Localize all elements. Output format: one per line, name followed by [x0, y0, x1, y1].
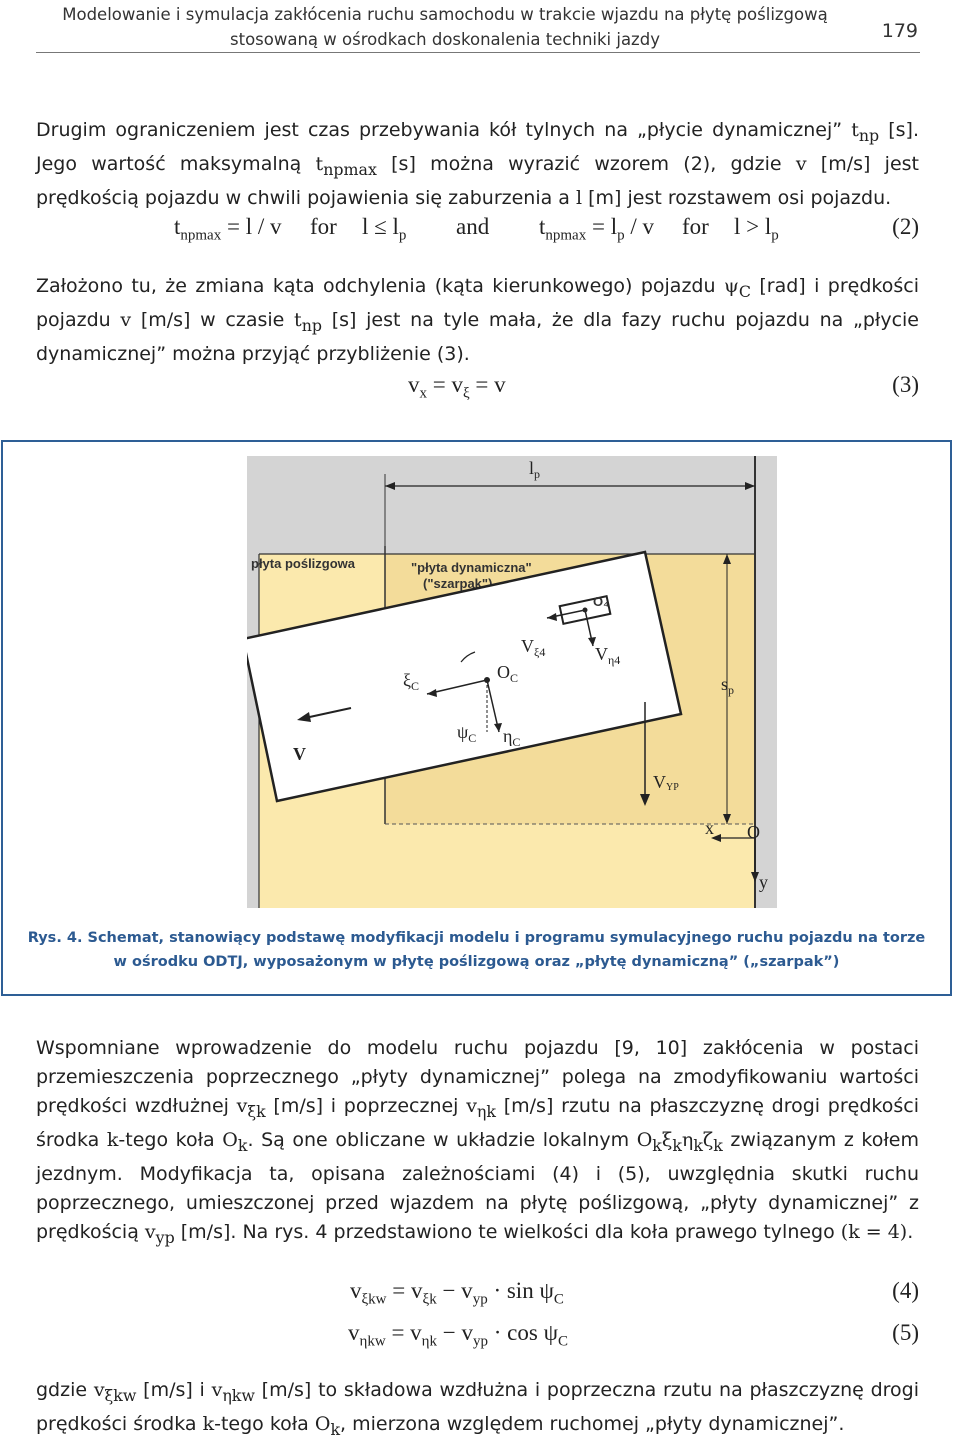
- p2-text-b: [rad] i prędkości pojazdu: [36, 275, 919, 331]
- label-Oc: $O_C$: [497, 662, 519, 685]
- p3-sub-etak: ηk: [476, 1101, 496, 1121]
- equation-2: [36, 214, 919, 248]
- eq2-left: $t_{npmax} = l / v$: [174, 214, 282, 244]
- p1-sym-v: v: [795, 152, 807, 175]
- p1-text-c: [s] można wyrazić wzorem (2), gdzie: [376, 152, 796, 175]
- p2-text-a: Założono tu, że zmiana kąta odchylenia (kąta kierunkowego) pojazdu: [36, 275, 724, 297]
- p2-sub-np: np: [301, 315, 323, 335]
- label-x: x: [705, 818, 714, 838]
- p3-sym-vyp: v: [144, 1220, 156, 1243]
- caption-line2: w ośrodku ODTJ, wyposażonym w płytę poślizgową oraz „płytę dynamiczną” („szarpak”): [113, 954, 840, 970]
- p1-sym-l: l: [576, 186, 583, 209]
- p4-sub-k: k: [330, 1419, 341, 1439]
- caption-line1: Rys. 4. Schemat, stanowiący podstawę modyfikacji modelu i programu symulacyjnego ruchu pojazdu na torze: [27, 930, 926, 946]
- eq4-body: $v_{\xi kw} = v_{\xi k} - v_{yp} \cdot \sin \psi_C$: [350, 1278, 564, 1308]
- label-etac: $\eta_C$: [503, 726, 521, 749]
- running-header-line1: Modelowanie i symulacja zakłócenia ruchu samochodu w trakcie wjazdu na płytę poślizgową: [62, 5, 828, 24]
- p1-text-d: [m/s] jest prędkością pojazdu w chwili pojawienia się zaburzenia a: [36, 152, 919, 209]
- p3-text-e: . Są one obliczane w układzie lokalnym: [247, 1128, 637, 1151]
- figure-4: [1, 440, 952, 996]
- p4-text-d: -tego koła: [214, 1412, 315, 1435]
- label-xic: $\xi_C$: [403, 670, 420, 693]
- label-O4: O₄: [593, 594, 610, 609]
- p3-sub-yp: yp: [155, 1227, 175, 1247]
- eq3-body: $v_x = v_\xi = v$: [408, 372, 506, 402]
- p3-sub-k2: k: [652, 1135, 662, 1155]
- p4-sym-v1: v: [93, 1379, 105, 1401]
- header-rule: [36, 52, 920, 53]
- label-veta4: $V_{\eta 4}$: [595, 644, 621, 667]
- p3-sym-eta: η: [681, 1128, 694, 1151]
- label-Vyp: VYP: [653, 772, 679, 793]
- label-skid-plate: płyta poślizgowa: [251, 556, 356, 571]
- paragraph-2: [36, 272, 919, 369]
- p1-text-b: [s]. Jego wartość maksymalną: [36, 119, 919, 175]
- p4-sym-k: k: [202, 1412, 215, 1435]
- p3-sym-v1: v: [236, 1095, 248, 1117]
- p3-sub-k4: k: [693, 1135, 703, 1155]
- paragraph-4: [36, 1376, 919, 1444]
- p2-text-d: [s] jest na tyle mała, że dla fazy ruchu pojazdu na „płycie dynamicznej” można przyjąć przybliżenie (3).: [36, 308, 919, 365]
- p2-sym-v: v: [120, 308, 132, 331]
- figure-diagram: [247, 456, 777, 908]
- p2-sym-t: t: [294, 308, 302, 331]
- p3-sym-zeta: ζ: [702, 1128, 714, 1151]
- p4-sub-etakw: ηkw: [222, 1385, 255, 1405]
- p1-sym-t: t: [851, 119, 859, 141]
- label-dynamic-plate-1: "płyta dynamiczna": [411, 560, 532, 575]
- eq2-right: $t_{npmax} = l_p / v$: [539, 214, 654, 244]
- page-number: 179: [881, 20, 918, 42]
- p3-text-d: -tego koła: [118, 1128, 223, 1151]
- label-O: O: [747, 822, 760, 842]
- running-header: [60, 2, 830, 52]
- p3-sub-k5: k: [713, 1135, 723, 1155]
- p3-sym-k: k: [106, 1128, 119, 1151]
- eq2-for1: for: [310, 214, 337, 239]
- eq2-and: and: [456, 214, 490, 239]
- p4-sym-O: O: [314, 1412, 331, 1435]
- running-header-line2: stosowaną w ośrodkach doskonalenia techniki jazdy: [230, 30, 660, 49]
- p3-sym-O2: O: [636, 1128, 653, 1151]
- p1-sub-npmax: npmax: [323, 159, 377, 179]
- paragraph-3: [36, 1034, 919, 1251]
- eq4-number: (4): [892, 1278, 919, 1303]
- p3-sub-k: k: [237, 1135, 248, 1155]
- label-y: y: [759, 872, 768, 892]
- p3-text-f: związanym z kołem jezdnym. Modyfikacja ta, opisana zależnościami (4) i (5), uwzględnia skutki ruchu poprzecznego, umieszczonej przed wjazdem na płytę poślizgową, „płyty dynamicznej” z prędkością: [36, 1128, 919, 1243]
- p4-sym-v2: v: [211, 1379, 223, 1401]
- p3-text-c: [m/s] rzutu na płaszczyznę drogi prędkości środka: [36, 1095, 919, 1151]
- p3-text-g: [m/s]. Na rys. 4 przedstawiono te wielkości dla koła prawego tylnego: [174, 1220, 841, 1243]
- equation-3: [36, 372, 919, 406]
- p4-text-b: [m/s] i: [136, 1379, 212, 1401]
- label-vxi4: $V_{\xi 4}$: [521, 636, 546, 659]
- label-dynamic-plate-2: ("szarpak"): [423, 576, 493, 591]
- p3-k4: (k = 4): [840, 1220, 908, 1243]
- p2-sub-c: C: [738, 281, 751, 301]
- p3-sym-O: O: [222, 1128, 238, 1151]
- label-lp: $l_p$: [529, 458, 541, 481]
- p1-sub-np: np: [858, 125, 880, 145]
- figure-caption: [3, 926, 950, 974]
- eq2-cond2: $l > l_p$: [734, 214, 779, 244]
- label-psic: $\psi_C$: [457, 722, 477, 745]
- equation-4: [36, 1278, 919, 1312]
- p3-text-b: [m/s] i poprzecznej: [265, 1095, 467, 1117]
- eq2-for2: for: [682, 214, 709, 239]
- p1-text-a: Drugim ograniczeniem jest czas przebywania kół tylnych na „płycie dynamicznej”: [36, 119, 852, 141]
- p4-text-e: , mierzona względem ruchomej „płyty dynamicznej”.: [340, 1412, 845, 1435]
- p1-text-e: [m] jest rozstawem osi pojazdu.: [582, 186, 892, 209]
- p4-text-c: [m/s] to składowa wzdłużna i poprzeczna rzutu na płaszczyznę drogi prędkości środka: [36, 1379, 919, 1435]
- eq2-cond1: $l \le l_p$: [362, 214, 407, 244]
- p4-sub-xikw: ξkw: [104, 1385, 137, 1405]
- paragraph-1: [36, 116, 919, 213]
- p4-text-a: gdzie: [36, 1379, 94, 1401]
- eq3-number: (3): [892, 372, 919, 397]
- eq5-number: (5): [892, 1320, 919, 1345]
- equation-5: [36, 1320, 919, 1354]
- p2-text-c: [m/s] w czasie: [131, 308, 295, 331]
- p3-text-h: .: [907, 1220, 914, 1243]
- p2-sym-psi: ψ: [723, 275, 739, 297]
- eq5-body: $v_{\eta kw} = v_{\eta k} - v_{yp} \cdot \cos \psi_C$: [348, 1320, 568, 1350]
- p3-text-a: Wspomniane wprowadzenie do modelu ruchu pojazdu [9, 10] zakłócenia w postaci przemieszczenia poprzecznego „płyty dynamicznej” polega na zmodyfikowaniu wartości prędkości wzdłużnej: [36, 1037, 919, 1117]
- p3-sub-k3: k: [672, 1135, 682, 1155]
- eq2-number: (2): [892, 214, 919, 239]
- p3-sub-xik: ξk: [247, 1101, 266, 1121]
- p1-sym-tmax: t: [315, 152, 324, 175]
- label-V: V: [293, 744, 306, 764]
- p3-sym-v2: v: [466, 1095, 477, 1117]
- label-sp: $s_p$: [721, 674, 735, 697]
- p3-sym-xi: ξ: [661, 1128, 673, 1151]
